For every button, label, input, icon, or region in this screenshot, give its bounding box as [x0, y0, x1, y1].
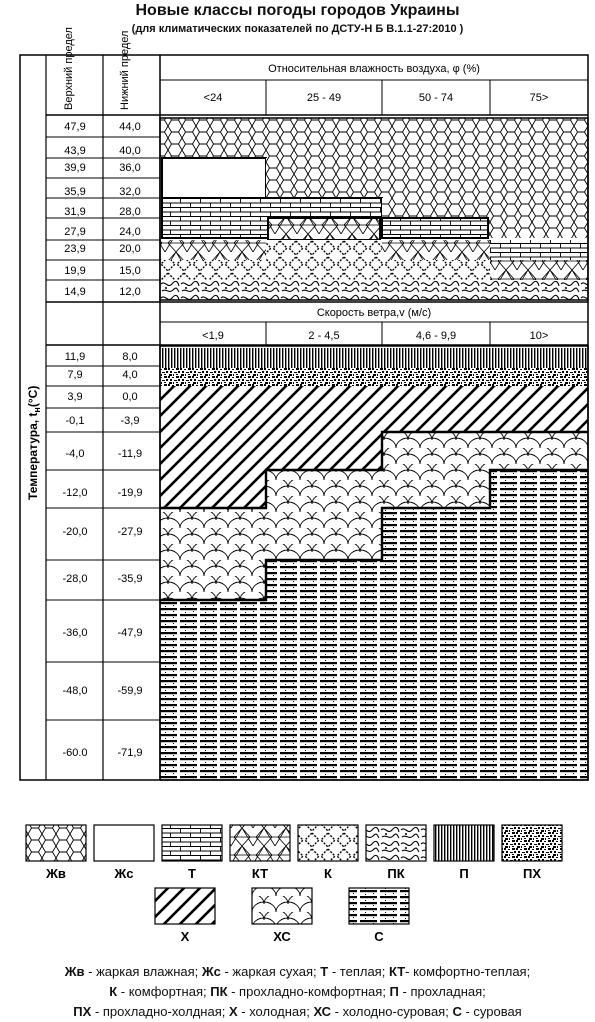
- legend-swatch: [502, 825, 562, 861]
- cold-class-fills: [160, 346, 588, 780]
- lower-limit-value: -11,9: [117, 448, 143, 460]
- legend-desc-text: - прохладная;: [398, 984, 486, 999]
- upper-limit-value: 7,9: [67, 369, 83, 381]
- legend-desc-code: С: [452, 1004, 462, 1019]
- humidity-range-label: 25 - 49: [306, 92, 342, 104]
- zone-cool-cold: [160, 368, 588, 386]
- humidity-range-label: 50 - 74: [418, 92, 454, 104]
- upper-limit-value: 43,9: [64, 145, 86, 157]
- lower-limit-value: 24,0: [119, 226, 141, 238]
- zone-cool-comfort: [160, 280, 588, 300]
- lower-limit-value: -3,9: [120, 415, 140, 427]
- legend-code: С: [374, 929, 384, 944]
- legend-desc-text: - комфортная;: [117, 984, 211, 999]
- zone-warm-mid: [382, 218, 488, 238]
- legend-item-blank: [94, 825, 154, 881]
- upper-limit-value: 27,9: [64, 226, 86, 238]
- lower-limit-value: -71,9: [117, 747, 143, 759]
- legend-desc-text: - холодно-суровая;: [331, 1004, 453, 1019]
- legend-swatch: [230, 825, 290, 861]
- legend-code: Т: [188, 866, 196, 881]
- legend-desc-text: - прохладно-холдная;: [91, 1004, 229, 1019]
- legend-desc-line: [0, 1002, 595, 1021]
- zone-comfort: [266, 240, 382, 260]
- lower-limit-value: -47,9: [117, 627, 143, 639]
- legend-item-cross: [230, 825, 290, 881]
- legend-desc-code: К: [109, 984, 118, 999]
- zone-hot-humid-right: [266, 158, 588, 198]
- legend-desc-text: - суровая: [461, 1004, 522, 1019]
- zone-comfort-lower: [160, 260, 490, 280]
- zone-warm-right: [490, 240, 588, 260]
- lower-limit-value: 20,0: [119, 243, 141, 255]
- legend-code: ХС: [273, 929, 291, 944]
- legend-item-dashes: [349, 888, 409, 944]
- legend-desc-text: - теплая;: [328, 964, 389, 979]
- legend-item-diamond: [298, 825, 358, 881]
- legend-swatch: [434, 825, 494, 861]
- lower-limit-value: 40,0: [119, 145, 141, 157]
- legend-desc-code: Жс: [201, 964, 221, 979]
- legend-desc-code: Т: [320, 964, 329, 979]
- wind-range-label: 4,6 - 9,9: [415, 330, 457, 342]
- upper-limit-value: 23,9: [64, 243, 86, 255]
- legend-desc-code: ПК: [210, 984, 228, 999]
- humidity-range-label: 75>: [529, 92, 549, 104]
- lower-limit-value: 28,0: [119, 206, 141, 218]
- upper-limit-value: -36,0: [62, 627, 88, 639]
- temperature-axis-label: Температура, $t_н(^\circ С)$: [26, 385, 42, 500]
- upper-limit-value: -48,0: [62, 685, 88, 697]
- legend-swatch: [366, 825, 426, 861]
- lower-limit-value: 4,0: [122, 369, 138, 381]
- zone-comfort-warm-right: [382, 240, 490, 260]
- lower-limit-value: 0,0: [122, 391, 138, 403]
- legend-desc-code: ХС: [313, 1004, 332, 1019]
- zone-hot-humid: [160, 118, 588, 158]
- legend-swatch: [298, 825, 358, 861]
- legend-desc-text: - холодная;: [237, 1004, 314, 1019]
- legend-desc-line: [0, 962, 595, 981]
- lower-limit-value: 32,0: [119, 186, 141, 198]
- upper-limit-value: 35,9: [64, 186, 86, 198]
- lower-limit-value: 8,0: [122, 351, 138, 363]
- upper-limit-value: 14,9: [64, 286, 86, 298]
- legend-item-scales: [252, 888, 312, 944]
- legend-item-squiggle: [366, 825, 426, 881]
- legend: [26, 825, 562, 944]
- legend-swatch: [349, 888, 409, 924]
- legend-code: К: [324, 866, 332, 881]
- legend-item-noise: [502, 825, 562, 881]
- humidity-header: Относительная влажность воздуха, φ (%): [268, 63, 480, 75]
- wind-range-label: 10>: [529, 330, 549, 342]
- zone-hot-dry: [162, 158, 266, 198]
- legend-item-hex: [26, 825, 86, 881]
- legend-item-brick: [162, 825, 222, 881]
- lower-limit-value: -19,9: [117, 487, 143, 499]
- legend-desc-text: - прохладно-комфортная;: [227, 984, 390, 999]
- legend-code: Х: [180, 929, 190, 944]
- lower-limit-value: 36,0: [119, 162, 141, 174]
- warm-class-fills: [160, 118, 588, 300]
- wind-header: Скорость ветра,v (м/с): [316, 307, 432, 319]
- upper-limit-value: -60.0: [62, 747, 88, 759]
- legend-swatch: [155, 888, 215, 924]
- legend-desc-code: КТ: [388, 964, 406, 979]
- upper-limit-value: -20,0: [62, 526, 88, 538]
- legend-code: П: [459, 866, 469, 881]
- legend-desc-text: - комфортно-теплая;: [405, 964, 531, 979]
- col-lower-header: Нижний предел: [119, 30, 131, 110]
- legend-item-vlines: [434, 825, 494, 881]
- zone-comfort-warm: [268, 218, 380, 240]
- upper-limit-value: -28,0: [62, 573, 88, 585]
- upper-limit-value: -0,1: [65, 415, 85, 427]
- legend-desc-text: - жаркая влажная;: [84, 964, 202, 979]
- page-title: Новые классы погоды городов Украины: [135, 2, 460, 19]
- lower-limit-value: -59,9: [117, 685, 143, 697]
- legend-desc-code: Х: [228, 1004, 238, 1019]
- lower-limit-value: 15,0: [119, 265, 141, 277]
- zone-comfort-warm-left: [160, 240, 266, 260]
- legend-code: Жв: [46, 866, 66, 881]
- legend-desc-line: [0, 982, 595, 1001]
- lower-limit-value: 12,0: [119, 286, 141, 298]
- legend-desc-code: ПХ: [73, 1004, 92, 1019]
- upper-limit-value: 3,9: [67, 391, 83, 403]
- upper-limit-value: -4,0: [65, 448, 85, 460]
- legend-code: КТ: [251, 866, 269, 881]
- wind-range-label: <1,9: [202, 330, 224, 342]
- legend-swatch: [252, 888, 312, 924]
- lower-limit-value: -35,9: [117, 573, 143, 585]
- upper-limit-value: 11,9: [64, 351, 86, 363]
- wind-range-label: 2 - 4,5: [308, 330, 340, 342]
- upper-limit-value: 39,9: [64, 162, 86, 174]
- humidity-range-label: <24: [203, 92, 223, 104]
- legend-swatch: [94, 825, 154, 861]
- zone-comfort-warm-lower: [490, 260, 588, 280]
- upper-limit-value: 19,9: [64, 265, 86, 277]
- upper-limit-value: 47,9: [64, 121, 86, 133]
- page-subtitle: (для климатических показателей по ДСТУ-Н Б В.1.1-27:2010 ): [131, 23, 464, 35]
- legend-desc-code: Жв: [64, 964, 85, 979]
- legend-item-diag: [155, 888, 215, 944]
- legend-code: ПХ: [522, 866, 542, 881]
- lower-limit-value: 44,0: [119, 121, 141, 133]
- legend-code: ПК: [387, 866, 405, 881]
- upper-limit-value: -12,0: [62, 487, 88, 499]
- legend-code: Жс: [114, 866, 134, 881]
- legend-desc-code: П: [389, 984, 399, 999]
- zone-cool: [160, 348, 588, 368]
- col-upper-header: Верхний предел: [63, 27, 75, 110]
- upper-limit-value: 31,9: [64, 206, 86, 218]
- legend-swatch: [162, 825, 222, 861]
- legend-desc-text: - жаркая сухая;: [220, 964, 321, 979]
- legend-swatch: [26, 825, 86, 861]
- lower-limit-value: -27,9: [117, 526, 143, 538]
